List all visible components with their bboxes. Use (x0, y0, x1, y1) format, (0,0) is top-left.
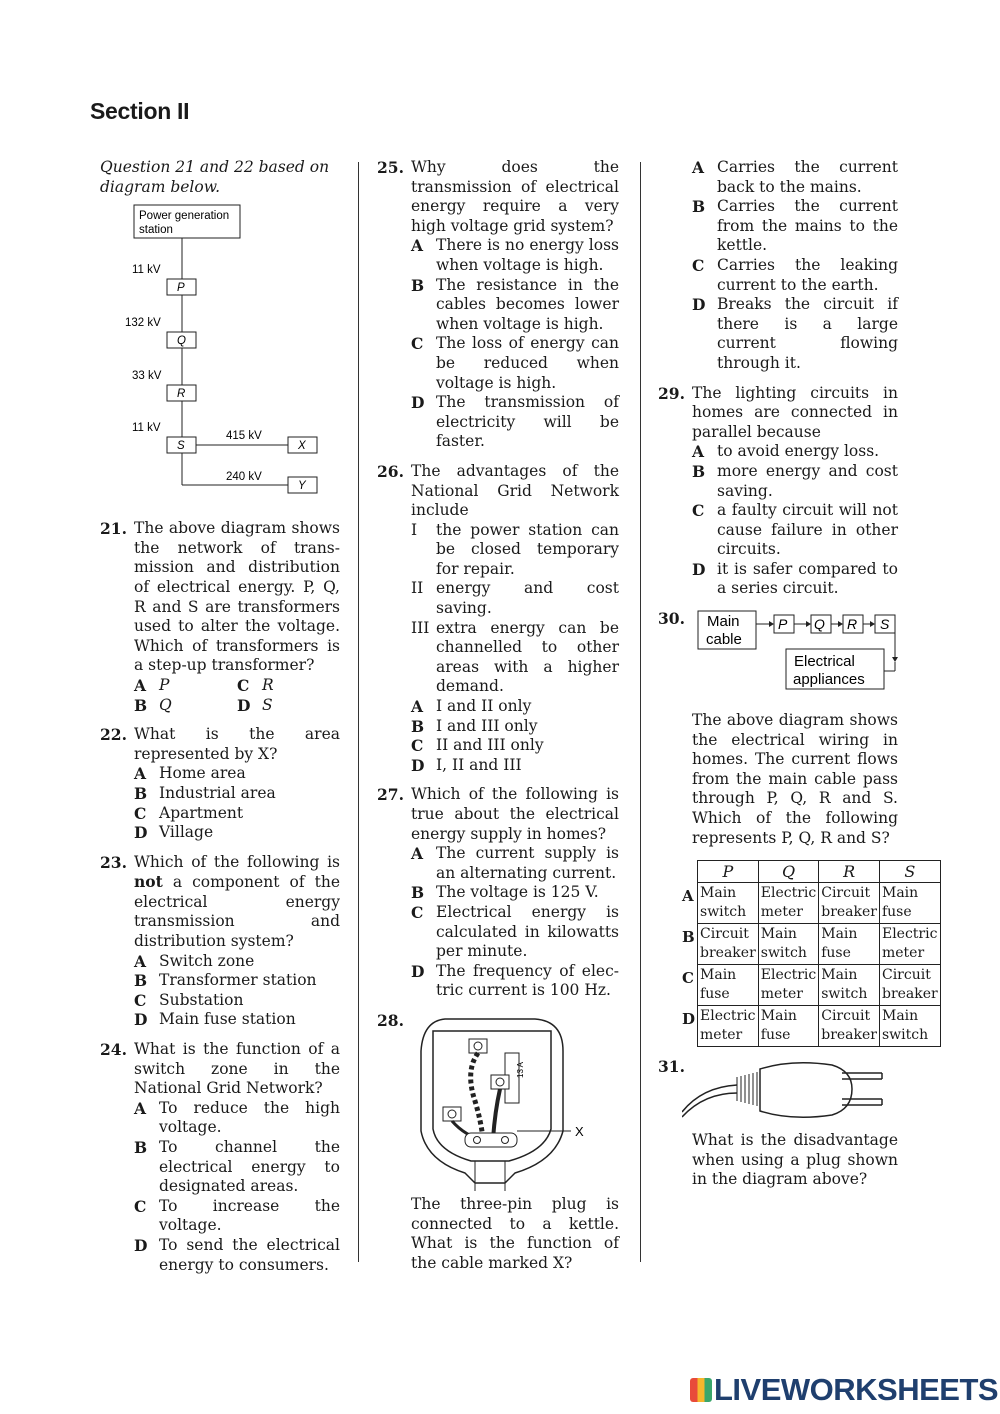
question-28-options (658, 158, 898, 374)
row-letter: C (682, 968, 694, 987)
option-c[interactable] (411, 334, 619, 393)
row-letter: D (682, 1009, 696, 1028)
option-text: To reduce the high voltage. (159, 1098, 340, 1137)
question-29 (658, 384, 898, 600)
option-letter: A (134, 675, 147, 695)
option-letter: B (134, 783, 148, 803)
option-letter: C (411, 736, 424, 756)
question-31 (658, 1057, 898, 1190)
box-q: Q (814, 616, 825, 633)
option-text: The voltage is 125 V. (436, 883, 599, 902)
question-text: The three-pin plug is connected to a kettle. What is the function of the cable marked X? (411, 1194, 619, 1272)
option-letter: A (134, 764, 147, 784)
question-number: 29. (658, 383, 685, 403)
question-26 (377, 462, 619, 776)
statement-1 (411, 521, 619, 580)
table-row[interactable] (680, 965, 940, 1006)
statement-text: energy and cost saving. (436, 579, 619, 618)
table-cell: Main switch (819, 965, 880, 1006)
appliances-label-2: appliances (793, 671, 865, 689)
question-text-pre: Which of the following is (134, 852, 340, 871)
statement-num: III (411, 618, 430, 637)
option-letter: D (134, 1235, 148, 1255)
station-label-1: Power generation (139, 210, 230, 223)
option-text: Village (159, 823, 214, 842)
option-text: Breaks the circuit if there is a large current flowing through it. (717, 295, 898, 372)
column-1 (100, 158, 340, 1275)
question-text: The advantages of the National Grid Network include (411, 461, 619, 520)
two-pin-plug-diagram (682, 1057, 892, 1127)
table-header-row (680, 861, 940, 883)
option-letter: B (134, 1138, 148, 1157)
option-text: Carries the current back to the mains. (717, 158, 898, 196)
question-23 (100, 853, 340, 1030)
option-letter: C (411, 902, 424, 922)
fuse-rating: 13 A (516, 1061, 525, 1078)
home-wiring-diagram (696, 609, 906, 701)
table-cell: Circuit breaker (819, 883, 880, 924)
option-a[interactable] (134, 764, 340, 784)
table-row[interactable] (680, 924, 940, 965)
voltage-q: 132 kV (125, 317, 161, 330)
box-s: S (880, 616, 890, 633)
transformer-s: S (177, 440, 185, 453)
power-network-diagram (120, 203, 350, 513)
table-cell: Main switch (758, 924, 818, 965)
option-d[interactable] (134, 1010, 340, 1030)
question-27 (377, 785, 619, 1001)
table-cell: Main switch (698, 883, 759, 924)
question-text: Why does the transmission of electrical energy require a very high voltage grid system? (411, 158, 619, 235)
answer-grid (134, 676, 340, 715)
option-d[interactable] (411, 393, 619, 452)
table-header: R (819, 861, 880, 883)
question-24 (100, 1040, 340, 1275)
question-number: 26. (377, 461, 404, 481)
statement-text: the power station can be closed temporary for repair. (436, 520, 619, 578)
table-cell: Main fuse (758, 1006, 818, 1047)
option-letter: D (411, 961, 425, 981)
table-cell: Main fuse (819, 924, 880, 965)
option-letter: D (237, 695, 251, 715)
option-c[interactable] (692, 501, 898, 560)
option-text: Carries the leaking current to the earth. (717, 255, 898, 294)
option-letter: C (134, 803, 147, 823)
voltage-p: 11 kV (132, 264, 161, 277)
option-letter: A (411, 844, 424, 864)
option-d[interactable] (134, 1236, 340, 1275)
option-text: The resistance in the cables becomes lower when voltage is high. (436, 275, 619, 333)
option-a[interactable] (411, 236, 619, 275)
table-cell: Electric meter (758, 883, 818, 924)
option-letter: C (237, 675, 250, 695)
table-header: P (698, 861, 759, 883)
option-a[interactable] (134, 952, 340, 972)
option-a[interactable] (411, 844, 619, 883)
question-number: 31. (658, 1057, 685, 1077)
option-letter: A (692, 158, 705, 177)
option-text: To increase the voltage. (159, 1196, 340, 1235)
option-a[interactable] (692, 442, 898, 462)
option-letter: B (411, 883, 425, 903)
option-letter: A (692, 442, 705, 462)
option-text: a faulty circuit will not cause failure in other circuits. (717, 501, 898, 559)
option-text: to avoid energy loss. (717, 442, 880, 461)
option-b[interactable] (692, 197, 898, 256)
option-text: To send the electrical energy to consumers. (159, 1235, 340, 1274)
transformer-r: R (177, 388, 186, 401)
option-text: Transformer station (159, 971, 317, 990)
question-25 (377, 158, 619, 452)
option-letter: C (411, 334, 424, 354)
option-b[interactable] (134, 784, 340, 804)
option-a[interactable] (134, 1099, 340, 1138)
option-text: more energy and cost saving. (717, 461, 898, 500)
question-21 (100, 519, 340, 715)
option-text: it is safer compared to a series circuit. (717, 559, 898, 598)
option-text[interactable]: P (159, 675, 170, 694)
option-text: There is no energy loss when voltage is high. (436, 236, 619, 274)
option-text[interactable]: Q (159, 695, 172, 714)
answer-table (680, 860, 941, 1047)
statement-num: II (411, 579, 424, 598)
option-b[interactable] (692, 462, 898, 501)
question-30 (658, 609, 938, 1047)
option-text: Main fuse station (159, 1010, 296, 1029)
option-letter: D (134, 1010, 148, 1030)
option-letter: B (134, 695, 148, 715)
row-letter: A (682, 886, 694, 905)
voltage-r: 33 kV (132, 370, 162, 383)
liveworksheets-logo (690, 1372, 998, 1408)
option-d[interactable] (134, 823, 340, 843)
option-text: The current supply is an alternating current. (436, 844, 619, 882)
option-text: Substation (159, 990, 244, 1009)
main-cable-label-1: Main (707, 613, 740, 631)
box-p: P (778, 616, 788, 633)
question-number: 27. (377, 785, 404, 805)
option-b[interactable] (411, 883, 619, 903)
option-text: I and III only (436, 716, 538, 735)
option-text: I and II only (436, 697, 532, 716)
transformer-p: P (177, 282, 185, 295)
table-cell: Electric meter (879, 924, 940, 965)
table-cell: Circuit breaker (819, 1006, 880, 1047)
table-cell: Circuit breaker (698, 924, 759, 965)
table-cell: Electric meter (698, 1006, 759, 1047)
transformer-q: Q (177, 335, 186, 348)
question-text: What is the area represented by X? (134, 725, 340, 763)
question-text: What is the function of a switch zone in the National Grid Network? (134, 1040, 340, 1098)
column-divider-left (358, 162, 359, 1262)
option-b[interactable] (411, 276, 619, 335)
column-3 (658, 158, 938, 1190)
voltage-x: 415 kV (226, 430, 262, 443)
option-c[interactable] (411, 736, 619, 756)
option-d[interactable] (411, 756, 619, 776)
question-intro: Question 21 and 22 based on diagram below. (100, 158, 330, 196)
option-letter: B (692, 461, 706, 481)
table-header: Q (758, 861, 818, 883)
option-letter: A (134, 1098, 147, 1118)
station-label-2: station (139, 224, 173, 237)
table-cell: Electric meter (758, 965, 818, 1006)
column-divider-right (640, 162, 641, 1262)
table-cell: Main switch (879, 1006, 940, 1047)
option-text: II and III only (436, 736, 544, 755)
statement-num: I (411, 520, 418, 539)
option-text: The transmission of electricity will be faster. (436, 393, 619, 451)
table-cell: Main fuse (879, 883, 940, 924)
logo-text: LIVEWORKSHEETS (714, 1372, 999, 1407)
option-letter: D (692, 559, 706, 579)
question-text-bold: not (134, 872, 163, 892)
option-letter: D (692, 295, 706, 315)
question-text: The above diagram shows the network of trans- mission and distribution of electrical energy. P, Q, R and S are transformers used to alter the voltage. Which of transformers is a step-up transformer? (134, 519, 340, 675)
option-text: Electrical energy is calculated in kilowatts per minute. (436, 902, 619, 961)
question-number: 30. (658, 609, 685, 629)
option-text: Industrial area (159, 783, 276, 802)
option-letter: B (411, 275, 425, 295)
option-a[interactable] (692, 158, 898, 197)
question-text-post: a component of the electrical energy transmission and distribution system? (134, 873, 340, 951)
option-letter: C (134, 990, 147, 1010)
option-d[interactable] (692, 295, 898, 373)
question-text: The lighting circuits in homes are connected in parallel because (692, 383, 898, 441)
option-letter: B (692, 197, 706, 217)
table-row[interactable] (680, 1006, 940, 1047)
question-text: What is the disadvantage when using a plug shown in the diagram above? (692, 1131, 898, 1189)
option-letter: A (411, 236, 424, 256)
option-c[interactable] (411, 903, 619, 962)
box-r: R (847, 616, 858, 633)
logo-mark-icon (690, 1378, 712, 1402)
option-d[interactable] (692, 560, 898, 599)
statement-text: extra energy can be channelled to other areas with a higher demand. (436, 618, 619, 696)
main-cable-label-2: cable (706, 631, 742, 649)
appliances-label-1: Electrical (794, 653, 855, 671)
cable-x-label: X (575, 1123, 584, 1139)
option-a[interactable] (411, 697, 619, 717)
option-letter: D (411, 393, 425, 413)
area-x: X (298, 440, 306, 453)
row-letter: B (682, 927, 695, 946)
option-text: Carries the current from the mains to the kettle. (717, 197, 898, 255)
option-b[interactable] (411, 717, 619, 737)
table-cell: Main fuse (698, 965, 759, 1006)
option-letter: C (134, 1196, 147, 1216)
option-letter: C (692, 255, 705, 275)
option-letter: C (692, 501, 705, 521)
option-d[interactable] (411, 962, 619, 1001)
option-b[interactable] (134, 971, 340, 991)
question-22 (100, 725, 340, 843)
statement-3 (411, 619, 619, 697)
question-number: 23. (100, 852, 127, 872)
option-text[interactable]: R (262, 675, 274, 694)
question-number: 21. (100, 519, 127, 539)
option-letter: B (134, 971, 148, 991)
option-b[interactable] (134, 1138, 340, 1197)
option-c[interactable] (134, 804, 340, 824)
question-text: The above diagram shows the electrical wiring in homes. The current flows from the main cable pass through P, Q, R and S. Which of the following represents P, Q, R and S? (692, 711, 898, 847)
option-text: To channel the electrical energy to designated areas. (159, 1138, 340, 1196)
question-text: Which of the following is true about the electrical energy supply in homes? (411, 785, 619, 843)
option-text: Home area (159, 764, 246, 783)
table-cell: Circuit breaker (879, 965, 940, 1006)
option-text: Apartment (159, 803, 244, 822)
table-row[interactable] (680, 883, 940, 924)
three-pin-plug-diagram (405, 1011, 605, 1191)
option-c[interactable] (134, 1197, 340, 1236)
option-c[interactable] (134, 991, 340, 1011)
option-letter: A (411, 697, 424, 717)
question-text (134, 853, 340, 952)
column-2 (377, 158, 619, 1273)
question-28 (377, 1011, 619, 1273)
option-text: The frequency of elec- tric current is 100 Hz. (436, 961, 619, 1000)
question-number: 24. (100, 1040, 127, 1060)
question-number: 28. (377, 1010, 404, 1030)
option-text[interactable]: S (262, 695, 273, 714)
table-header: S (879, 861, 940, 883)
question-number: 22. (100, 725, 127, 745)
voltage-y: 240 kV (226, 471, 262, 484)
voltage-s: 11 kV (132, 422, 161, 435)
option-c[interactable] (692, 256, 898, 295)
option-letter: B (411, 716, 425, 736)
option-letter: D (411, 755, 425, 775)
option-letter: A (134, 951, 147, 971)
option-text: The loss of energy can be reduced when voltage is high. (436, 334, 619, 392)
section-title: Section II (90, 98, 190, 124)
option-letter: D (134, 823, 148, 843)
area-y: Y (298, 480, 306, 493)
statement-2 (411, 579, 619, 618)
option-text: Switch zone (159, 951, 255, 970)
question-number: 25. (377, 158, 404, 177)
option-text: I, II and III (436, 755, 522, 774)
